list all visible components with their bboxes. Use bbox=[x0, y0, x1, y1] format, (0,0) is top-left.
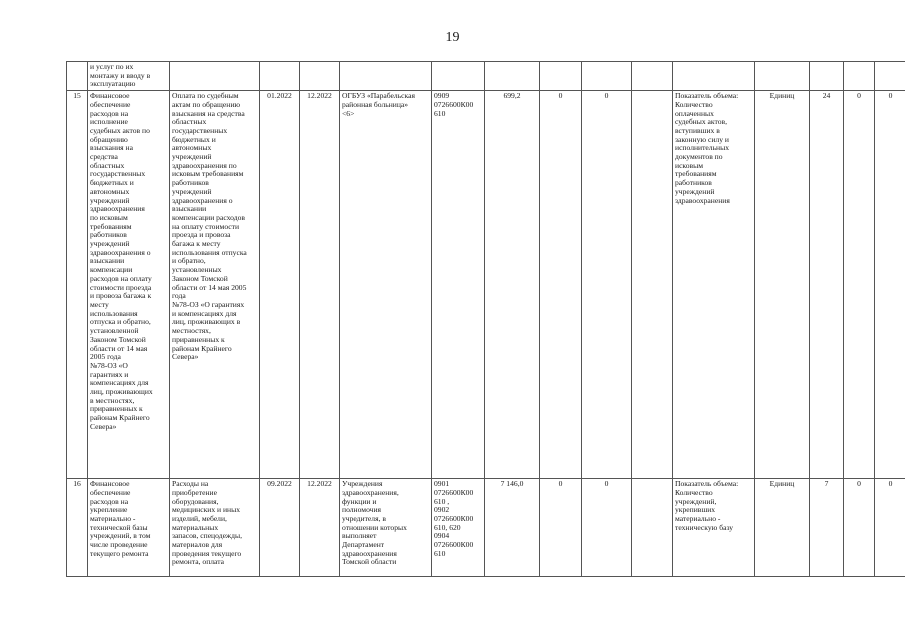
amount-year3: 0 bbox=[582, 91, 632, 479]
value-year2: 0 bbox=[844, 479, 875, 577]
cell-unit bbox=[755, 62, 810, 91]
cell-description bbox=[170, 62, 260, 91]
cell-val3 bbox=[875, 62, 905, 91]
cell-empty bbox=[632, 91, 673, 479]
amount-year1: 7 146,0 bbox=[485, 479, 540, 577]
cell-start bbox=[260, 62, 300, 91]
value-year1: 7 bbox=[810, 479, 844, 577]
cell-end bbox=[300, 62, 340, 91]
value-year2: 0 bbox=[844, 91, 875, 479]
start-date: 01.2022 bbox=[260, 91, 300, 479]
budget-code: 0901 0726600К00 610 , 0902 0726600К00 610, 620 0904 0726600К00 610 bbox=[432, 479, 485, 577]
cell-amount2 bbox=[540, 62, 582, 91]
unit: Единиц bbox=[755, 479, 810, 577]
cell-indicator bbox=[673, 62, 755, 91]
executor: ОГБУЗ «Парабельская районная больница» <6> bbox=[340, 91, 432, 479]
indicator: Показатель объема: Количество оплаченных судебных актов, вступивших в законную силу и исполнительных документов по исковым требованиям работников учреждений здравоохранения bbox=[673, 91, 755, 479]
row-number: 15 bbox=[67, 91, 88, 479]
end-date: 12.2022 bbox=[300, 479, 340, 577]
page-number: 19 bbox=[445, 30, 460, 45]
value-year3: 0 bbox=[875, 91, 905, 479]
amount-year2: 0 bbox=[540, 479, 582, 577]
cell-empty bbox=[632, 479, 673, 577]
executor: Учреждения здравоохранения, функции и полномочия учредителя, в отношении которых выполняет Департамент здравоохранения Томской области bbox=[340, 479, 432, 577]
cell-amount3 bbox=[582, 62, 632, 91]
unit: Единиц bbox=[755, 91, 810, 479]
cell-code bbox=[432, 62, 485, 91]
amount-year1: 699,2 bbox=[485, 91, 540, 479]
table-row-continuation bbox=[67, 62, 905, 91]
cell-executor bbox=[340, 62, 432, 91]
measures-table bbox=[66, 61, 905, 577]
measure-description: Расходы на приобретение оборудования, медицинских и иных изделий, мебели, материальных запасов, спецодежды, материалов для проведения текущего ремонта, оплата bbox=[170, 479, 260, 577]
cell-val1 bbox=[810, 62, 844, 91]
cell-name: и услуг по их монтажу и вводу в эксплуатацию bbox=[88, 62, 170, 91]
budget-code: 0909 0726600К00 610 bbox=[432, 91, 485, 479]
table-row-16 bbox=[67, 479, 905, 577]
indicator: Показатель объема: Количество учреждений, укрепивших материально - техническую базу bbox=[673, 479, 755, 577]
amount-year2: 0 bbox=[540, 91, 582, 479]
measure-name: Финансовое обеспечение расходов на укрепление материально - технической базы учреждений, в том числе проведение текущего ремонта bbox=[88, 479, 170, 577]
measure-name: Финансовое обеспечение расходов на исполнение судебных актов по обращению взыскания на средства областных государственных бюджетных и автономных учреждений здравоохранения по исковым требованиям работников учреждений здравоохранения о взыскании компенсации расходов на оплату стоимости проезда и провоза багажа к месту использования отпуска и обратно, установленной Законом Томской области от 14 мая 2005 года №78-ОЗ «О гарантиях и компенсациях для лиц, проживающих в местностях, приравненных к районам Крайнего Севера» bbox=[88, 91, 170, 479]
cell-num bbox=[67, 62, 88, 91]
start-date: 09.2022 bbox=[260, 479, 300, 577]
measure-description: Оплата по судебным актам по обращению взыскания на средства областных государственных бюджетных и автономных учреждений здравоохранения по исковым требованиям работников учреждений здравоохранения о взыскании компенсации расходов на оплату стоимости проезда и провоза багажа к месту использования отпуска и обратно, установленных Законом Томской области от 14 мая 2005 года №78-ОЗ «О гарантиях и компенсациях для лиц, проживающих в местностях, приравненных к районам Крайнего Севера» bbox=[170, 91, 260, 479]
amount-year3: 0 bbox=[582, 479, 632, 577]
end-date: 12.2022 bbox=[300, 91, 340, 479]
cell-amount1 bbox=[485, 62, 540, 91]
cell-val2 bbox=[844, 62, 875, 91]
row-number: 16 bbox=[67, 479, 88, 577]
table-row-15 bbox=[67, 91, 905, 479]
cell-empty bbox=[632, 62, 673, 91]
value-year3: 0 bbox=[875, 479, 905, 577]
value-year1: 24 bbox=[810, 91, 844, 479]
